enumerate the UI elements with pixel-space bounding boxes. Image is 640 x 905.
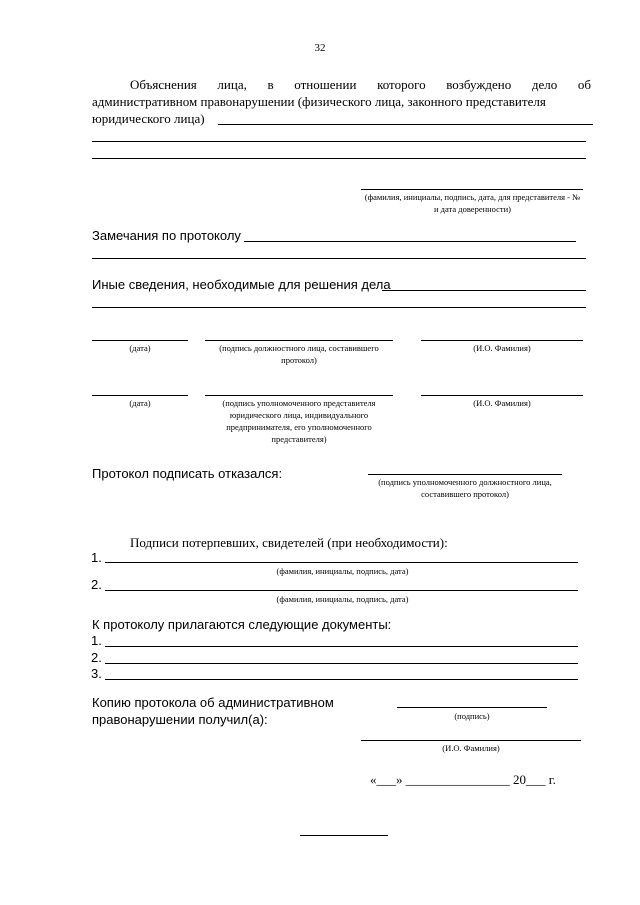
attachment-field-line <box>105 663 578 664</box>
attachment-item-number: 3. <box>91 666 102 681</box>
refused-signature-line <box>368 474 562 475</box>
official-signature-caption-1: (подпись должностного лица, составившего <box>219 343 379 353</box>
official-name-caption: (И.О. Фамилия) <box>473 343 531 353</box>
date-caption: (дата) <box>129 398 151 408</box>
footer-separator <box>300 835 388 836</box>
explanations-line-3: юридического лица) <box>92 111 205 126</box>
victim-item-number: 1. <box>91 550 102 565</box>
representative-caption-1: (подпись уполномоченного представителя <box>222 398 376 408</box>
representative-caption-4: представителя) <box>271 434 327 444</box>
explanations-field-line-1 <box>218 124 593 125</box>
copy-name-line <box>361 740 581 741</box>
victim-caption: (фамилия, инициалы, подпись, дата) <box>276 566 409 576</box>
remarks-label: Замечания по протоколу <box>92 228 241 243</box>
representative-signature-line <box>205 395 393 396</box>
attachment-item-number: 1. <box>91 633 102 648</box>
attachment-item-number: 2. <box>91 650 102 665</box>
close-quote: » <box>396 772 403 787</box>
refused-caption-1: (подпись уполномоченного должностного лица, <box>378 477 552 487</box>
year-blank: ___ <box>526 772 546 787</box>
representative-name-caption: (И.О. Фамилия) <box>473 398 531 408</box>
victims-heading: Подписи потерпевших, свидетелей (при необходимости): <box>130 535 448 550</box>
attachment-field-line <box>105 646 578 647</box>
copy-name-caption: (И.О. Фамилия) <box>442 743 500 753</box>
other-info-field-line-1 <box>382 290 586 291</box>
refused-label: Протокол подписать отказался: <box>92 466 283 481</box>
copy-received-line-2: правонарушении получил(а): <box>92 712 268 727</box>
victim-field-line <box>105 562 578 563</box>
remarks-field-line-1 <box>244 241 576 242</box>
explanations-field-line-2 <box>92 141 586 142</box>
date-line <box>92 340 188 341</box>
copy-received-line-1: Копию протокола об административном <box>92 695 334 710</box>
other-info-label: Иные сведения, необходимые для решения дела <box>92 277 391 292</box>
explanations-field-line-3 <box>92 158 586 159</box>
victim-field-line <box>105 590 578 591</box>
other-info-field-line-2 <box>92 307 586 308</box>
date-caption: (дата) <box>129 343 151 353</box>
explanations-caption-1: (фамилия, инициалы, подпись, дата, для представителя - № <box>364 192 581 202</box>
explanations-line-2: административном правонарушении (физического лица, законного представителя <box>92 94 546 109</box>
day-blank: ___ <box>376 772 396 787</box>
explanations-caption-2: и дата доверенности) <box>433 204 512 214</box>
representative-name-line <box>421 395 583 396</box>
official-name-line <box>421 340 583 341</box>
page-number: 32 <box>314 42 326 54</box>
representative-caption-2: юридического лица, индивидуального <box>229 410 369 420</box>
official-signature-caption-2: протокол) <box>281 355 317 365</box>
official-signature-line <box>205 340 393 341</box>
remarks-field-line-2 <box>92 258 586 259</box>
representative-caption-3: предпринимателя, его уполномоченного <box>226 422 372 432</box>
date-line <box>92 395 188 396</box>
explanations-signature-line <box>361 189 583 190</box>
date-field <box>370 772 556 788</box>
month-blank: ________________ <box>405 772 510 787</box>
year-prefix: 20 <box>513 772 526 787</box>
attachments-heading: К протоколу прилагаются следующие документы: <box>92 617 392 632</box>
victim-caption: (фамилия, инициалы, подпись, дата) <box>276 594 409 604</box>
explanations-line-1: Объяснения лица, в отношении которого возбуждено дело об <box>130 77 591 92</box>
refused-caption-2: составившего протокол) <box>421 489 509 499</box>
copy-signature-caption: (подпись) <box>454 711 490 721</box>
year-suffix: г. <box>548 772 556 787</box>
copy-signature-line <box>397 707 547 708</box>
attachment-field-line <box>105 679 578 680</box>
victim-item-number: 2. <box>91 577 102 592</box>
open-quote: « <box>370 772 377 787</box>
